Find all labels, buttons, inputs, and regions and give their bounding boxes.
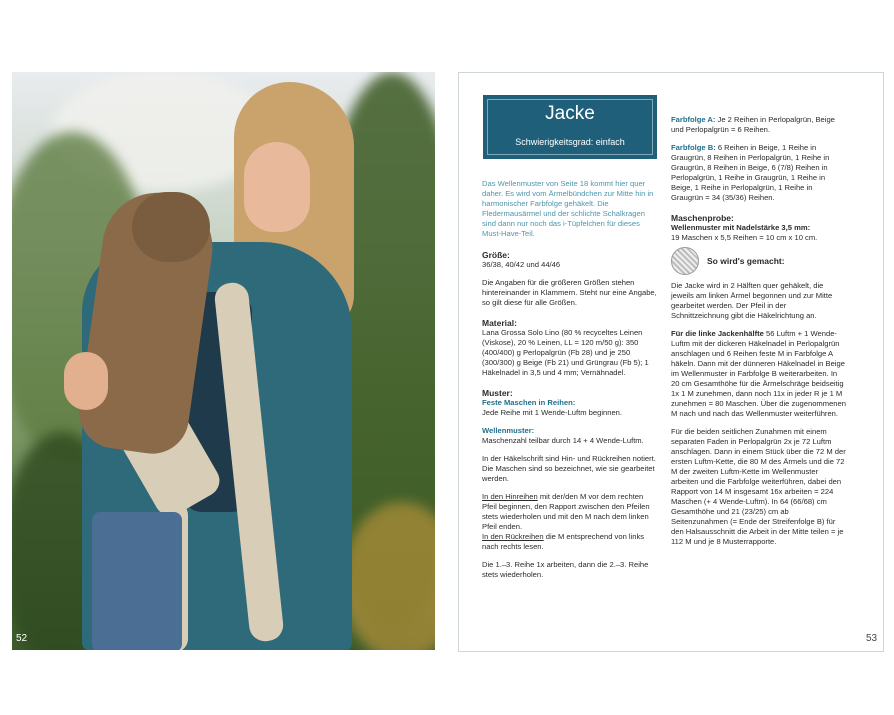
- howto-text: Die Jacke wird in 2 Hälften quer gehäkelt, die jeweils am linken Ärmel begonnen und zur Mitte gearbeitet werden. Der Pfeil in der Schnittzeichnung gibt die Häkelrichtung an.: [671, 281, 833, 320]
- farbfolge-b-label: Farbfolge B:: [671, 143, 716, 152]
- hinreihen-label: In den Hinreihen: [482, 492, 538, 501]
- rueckreihen-label: In den Rückreihen: [482, 532, 544, 541]
- difficulty-label: Schwierigkeitsgrad: einfach: [515, 137, 625, 147]
- yarn-ball-icon: [671, 247, 699, 275]
- maschenprobe-subheading: Wellenmuster mit Nadelstärke 3,5 mm:: [671, 223, 811, 232]
- hinreihen-paragraph: [482, 492, 660, 532]
- feste-maschen-text: Jede Reihe mit 1 Wende-Luftm beginnen.: [482, 408, 623, 417]
- farbfolge-b-text: 6 Reihen in Beige, 1 Reihe in Graugrün, 8 Reihen in Perlopalgrün, 1 Reihe in Graugrün, 8 Reihen in Beige, 6 (7/8) Reihen in Perlopalgrün, 1 Reihe in Graugrün, 1 Reihe in Beige, 1 Reihe in Perlopalgrün, 1 Reihe in Graugrün = 34 (35/36) Reihen.: [671, 143, 830, 202]
- feste-maschen-heading: Feste Maschen in Reihen:: [482, 398, 576, 407]
- groesse-text: 36/38, 40/42 und 44/46: [482, 260, 561, 269]
- wellenmuster-text: Maschenzahl teilbar durch 14 + 4 Wende-Luftm.: [482, 436, 644, 445]
- cat-head: [132, 192, 210, 262]
- material-text: Lana Grossa Solo Lino (80 % recyceltes Leinen (Viskose), 20 % Leinen, LL = 120 m/50 g): 350 (400/400) g Perlopalgrün (Fb 28) und je 250 (300/300) g Beige (Fb 21) und Grüngrau (Fb 5); 1 Häkelnadel in 3,5 und 4 mm; Vernähnadel.: [482, 328, 649, 377]
- farbfolge-a-paragraph: [671, 115, 846, 135]
- maschenprobe-text: 19 Maschen x 5,5 Reihen = 10 cm x 10 cm.: [671, 233, 818, 242]
- left-column: [482, 179, 660, 580]
- linke-haelfte-text: 56 Luftm + 1 Wende-Luftm mit der dickeren Häkelnadel in Perlopalgrün anschlagen und 6 Reihen feste M in Farbfolge A häkeln. Dann mit der dünneren Häkelnadel in Beige im Wellenmuster in Farbfolge B weiterarbeiten. In 20 cm Gesamthöhe für die Ärmelschräge beidseitig 1x 1 M zunehmen, dann noch 11x in jeder R je 1 M zunehmen = 80 Maschen. Über die zugenommenen M nach und nach das Wellenmuster weiterführen.: [671, 329, 846, 418]
- howto-heading-row: [671, 247, 846, 275]
- wellenmuster-heading: Wellenmuster:: [482, 426, 535, 435]
- farbfolge-a-label: Farbfolge A:: [671, 115, 716, 124]
- reihen-text: Die 1.–3. Reihe 1x arbeiten, dann die 2.–3. Reihe stets wiederholen.: [482, 560, 649, 579]
- intro-text: Das Wellenmuster von Seite 18 kommt hier quer daher. Es wird vom Ärmelbündchen zur Mitte hin in harmonischer Farbfolge gehäkelt. Die Fledermausärmel und der schlichte Schalkragen sind dann nur noch das i-Tüpfelchen für dieses Must-Have-Teil.: [482, 179, 654, 238]
- right-column: [671, 115, 846, 547]
- hinreihen-text: mit der/den M vor dem rechten Pfeil beginnen, den Rapport zwischen den Pfeilen stets wiederholen und mit den M nach dem linken Pfeil enden.: [482, 492, 650, 531]
- farbfolge-a-text: Je 2 Reihen in Perlopalgrün, Beige und Perlopalgrün = 6 Reihen.: [671, 115, 835, 134]
- groesse-note: Die Angaben für die größeren Größen stehen hintereinander in Klammern. Steht nur eine Angabe, so gilt diese für alle Größen.: [482, 278, 657, 307]
- rueckreihen-text: die M entsprechend von links nach rechts lesen.: [482, 532, 645, 551]
- groesse-heading: Größe:: [482, 250, 510, 260]
- page-title: Jacke: [545, 103, 595, 124]
- maschenprobe-heading: Maschenprobe:: [671, 213, 734, 223]
- page-number-left: 52: [16, 633, 28, 644]
- rueckreihen-paragraph: [482, 532, 660, 552]
- howto-heading: So wird's gemacht:: [707, 256, 785, 266]
- title-box: [483, 95, 657, 159]
- linke-haelfte-heading: Für die linke Jackenhälfte: [671, 329, 764, 338]
- muster-heading: Muster:: [482, 388, 513, 398]
- hand: [64, 352, 108, 410]
- page-number-right: 53: [866, 633, 878, 644]
- linke-haelfte-paragraph: [671, 329, 846, 419]
- material-heading: Material:: [482, 318, 517, 328]
- photo-woman-with-cat: [12, 72, 435, 650]
- wellenmuster-note: In der Häkelschrift sind Hin- und Rückreihen notiert. Die Maschen sind so bezeichnet, wie sie gearbeitet werden.: [482, 454, 656, 483]
- zunahmen-text: Für die beiden seitlichen Zunahmen mit einem separaten Faden in Perlopalgrün 2x je 72 Luftm anschlagen. Dann in einem Stück über die 72 M der ersten Luftm-Kette, die 80 M des Ärmels und die 72 M der zweiten Luftm-Kette im Wellenmuster arbeiten und die Farbfolge weiterführen, dabei den Rapport von 14 M insgesamt 16x arbeiten = 224 Maschen (+ 4 Wende-Luftm). In 64 (66/68) cm Gesamthöhe und 21 (23/25) cm ab Seitenzunahmen (= Ende der Streifenfolge B) für den Halsausschnitt die Arbeit in der Mitte teilen = je 112 M und je 8 Musterrapporte.: [671, 427, 846, 546]
- farbfolge-b-paragraph: [671, 143, 846, 203]
- jeans: [92, 512, 182, 650]
- woman-face: [244, 142, 310, 232]
